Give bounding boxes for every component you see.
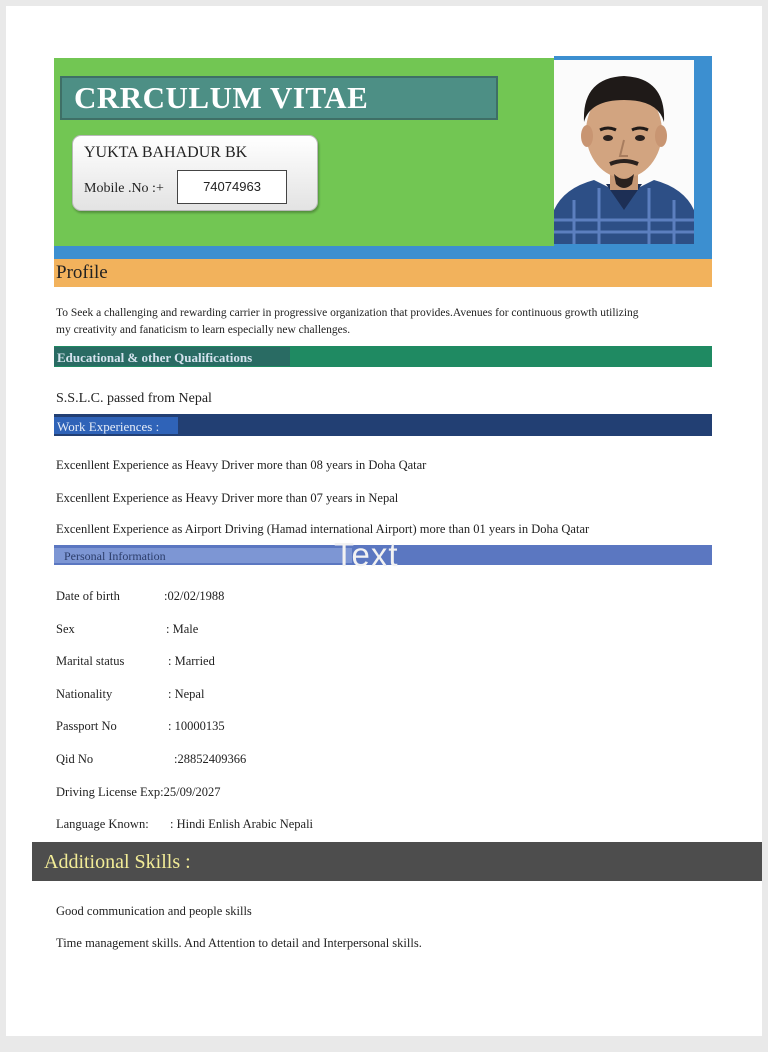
skills-item: Good communication and people skills <box>56 904 252 918</box>
education-item: S.S.L.C. passed from Nepal <box>56 391 212 406</box>
personal-label: Driving License Exp:25/09/2027 <box>56 785 221 799</box>
candidate-name: YUKTA BAHADUR BK <box>84 144 248 161</box>
profile-text-line-2: my creativity and fanaticism to learn especially new challenges. <box>56 324 351 336</box>
profile-section-bar <box>54 259 712 287</box>
mobile-number: 74074963 <box>177 170 287 204</box>
skills-heading: Additional Skills : <box>44 851 191 873</box>
cv-title: CRRCULUM VITAE <box>60 76 498 120</box>
work-item: Excenllent Experience as Heavy Driver more than 08 years in Doha Qatar <box>56 458 427 472</box>
profile-text-line-1: To Seek a challenging and rewarding carrier in progressive organization that provides.Avenues for continuous growth utilizing <box>56 307 639 319</box>
skills-item: Time management skills. And Attention to detail and Interpersonal skills. <box>56 936 422 950</box>
personal-label: Date of birth <box>56 589 120 603</box>
work-heading: Work Experiences : <box>57 419 160 434</box>
profile-heading: Profile <box>56 262 108 283</box>
personal-value: : Hindi Enlish Arabic Nepali <box>170 817 314 831</box>
personal-label: Qid No <box>56 752 94 766</box>
personal-heading: Personal Information <box>64 549 166 563</box>
personal-value: :02/02/1988 <box>164 589 225 603</box>
header-blue-strip <box>54 246 712 259</box>
personal-value: :28852409366 <box>174 752 247 766</box>
personal-value: : 10000135 <box>168 719 225 733</box>
personal-value: : Male <box>166 622 199 636</box>
education-heading: Educational & other Qualifications <box>57 350 253 365</box>
text-watermark: Text <box>334 536 399 573</box>
work-item: Excenllent Experience as Heavy Driver more than 07 years in Nepal <box>56 491 399 505</box>
personal-label: Nationality <box>56 687 113 701</box>
profile-photo <box>554 60 694 244</box>
personal-label: Passport No <box>56 719 117 733</box>
personal-label: Sex <box>56 622 75 636</box>
personal-label: Language Known: <box>56 817 149 831</box>
personal-value: : Nepal <box>168 687 205 701</box>
portrait-photo-icon <box>554 60 694 244</box>
mobile-label: Mobile .No :+ <box>84 181 164 196</box>
work-item: Excenllent Experience as Airport Driving (Hamad international Airport) more than 01 years in Doha Qatar <box>56 522 590 536</box>
personal-label: Marital status <box>56 654 125 668</box>
personal-value: : Married <box>168 654 215 668</box>
